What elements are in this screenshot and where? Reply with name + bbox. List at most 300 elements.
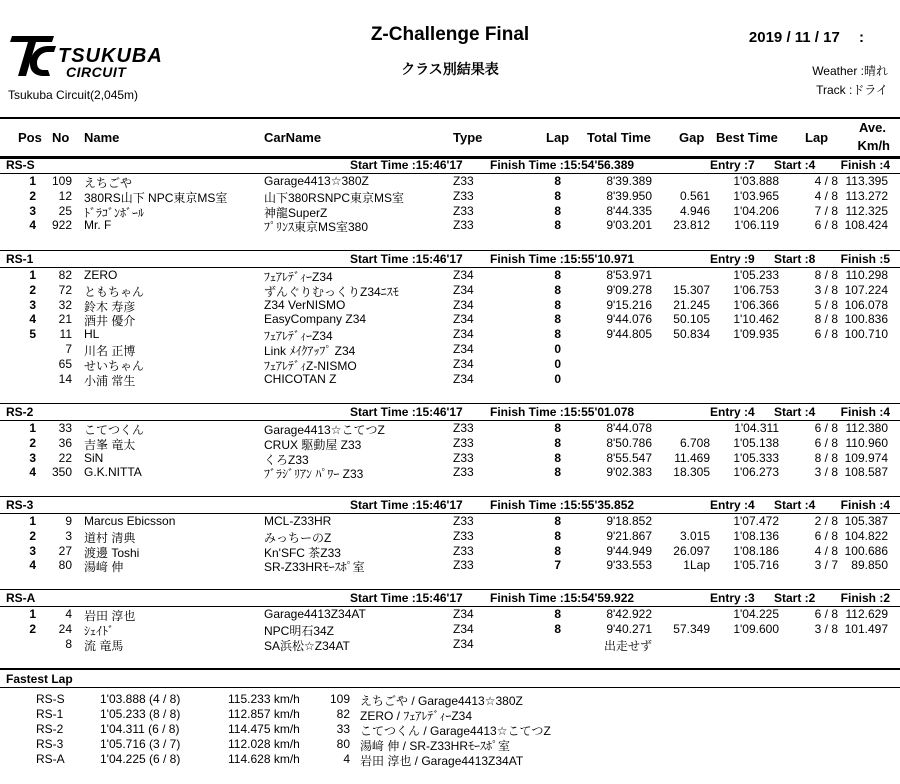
cell-name: SiN [84,450,104,465]
result-row [0,622,900,637]
cell-carname: 山下380RSNPC東京MS室 [264,190,405,205]
cell-type: Z34 [453,607,474,621]
cell-lap: 8 [554,327,561,342]
cell-no: 36 [58,435,72,450]
cell-total-time: 8'53.971 [606,268,652,282]
entry-count: Entry :9 [710,252,755,266]
cell-best-time: 1'05.138 [733,435,779,450]
start-count: Start :4 [774,498,816,512]
cell-best-time: 1'04.311 [734,421,779,435]
cell-pos: 4 [29,465,36,480]
cell-type: Z33 [453,450,474,465]
fastest-lap-bar [0,668,900,688]
cell-carname: NPC明石34Z [264,623,335,638]
cell-carname: Garage4413☆380Z [264,174,369,188]
cell-total-time: 8'44.078 [606,421,652,435]
cell-type: Z33 [453,203,474,218]
cell-no: 33 [58,421,72,435]
finish-count: Finish :2 [840,591,890,605]
cell-pos: 2 [29,435,36,450]
cell-gap: 50.834 [673,327,710,342]
result-row [0,268,900,283]
cell-lap: 8 [554,421,561,435]
cell-total-time: 8'42.922 [606,607,652,621]
cell-ave-speed: 112.325 [845,203,888,218]
tc-logo-icon [8,30,58,80]
cell-ave-speed: 100.836 [844,312,888,327]
class-name: RS-S [6,158,35,172]
fastest-lap-row [0,707,900,722]
start-count: Start :2 [774,591,816,605]
result-row [0,283,900,298]
cell-gap: 0.561 [679,188,710,203]
cell-best-time: 1'03.888 [733,174,779,188]
cell-pos: 5 [29,327,36,342]
cell-name: 湯﨑 伸 [84,560,124,575]
cell-carname: みっちーのZ [264,530,332,545]
cell-no: 82 [58,268,72,282]
cell-lap: 8 [554,218,561,233]
fl-class: RS-3 [36,737,64,751]
cell-best-time: 1'06.273 [733,465,779,480]
cell-pos: 1 [29,607,36,621]
cell-lap: 8 [554,450,561,465]
finish-count: Finish :5 [840,252,890,266]
col-no: No [52,130,70,145]
fl-driver-car: 湯﨑 伸 / SR-Z33HRﾓｰｽﾎﾟ室 [360,739,511,753]
start-count: Start :4 [774,405,816,419]
tsukuba-circuit-logo [8,30,208,82]
start-time: Start Time :15:46'17 [350,252,463,266]
fl-time: 1'05.233 (8 / 8) [100,707,181,721]
cell-name: 流 竜馬 [84,638,124,653]
event-date: 2019 / 11 / 17 : [748,29,864,46]
results-column-header [0,117,900,159]
cell-best-lap: 8 / 8 [814,312,838,327]
cell-carname: CHICOTAN Z [264,371,337,386]
finish-count: Finish :4 [840,405,890,419]
logo-text-tsukuba: TSUKUBA [58,45,163,67]
cell-type: Z33 [453,188,474,203]
cell-ave-speed: 112.629 [845,607,888,621]
cell-lap: 0 [554,342,561,356]
cell-type: Z33 [453,421,474,435]
cell-best-time: 1'04.206 [733,203,779,218]
cell-pos: 3 [29,203,36,218]
class-name: RS-1 [6,252,34,266]
cell-name: えちごや [84,176,133,190]
cell-name: 小浦 常生 [84,373,136,388]
cell-gap: 21.245 [673,297,710,312]
cell-gap: 26.097 [673,543,710,558]
cell-ave-speed: 105.387 [844,514,888,528]
cell-no: 11 [59,327,72,342]
cell-type: Z34 [453,342,474,356]
cell-ave-speed: 113.395 [845,174,888,188]
fastest-lap-title: Fastest Lap [6,672,73,686]
logo-text-circuit: CIRCUIT [66,64,127,80]
cell-no: 27 [58,543,72,558]
cell-carname: Garage4413☆こてつZ [264,423,385,437]
fl-no: 4 [343,752,350,766]
col-pos: Pos [18,130,42,145]
cell-name: ﾄﾞﾗｺﾞﾝﾎﾞｰﾙ [84,205,145,220]
finish-time: Finish Time :15:54'59.922 [490,591,635,605]
cell-total-time: 9'18.852 [606,514,652,528]
cell-carname: くろZ33 [264,452,309,467]
cell-best-lap: 2 / 8 [814,514,838,528]
cell-carname: Link ﾒｲｸｱｯﾌﾟ Z34 [264,344,356,358]
fl-no: 33 [336,722,350,736]
cell-pos: 1 [29,174,36,188]
circuit-name: Tsukuba Circuit(2,045m) [8,88,139,102]
cell-best-time: 1'09.600 [733,621,779,636]
cell-no: 14 [58,371,72,386]
cell-name: 道村 清典 [84,530,136,545]
cell-pos: 3 [29,297,36,312]
cell-best-lap: 6 / 8 [814,528,838,543]
result-row [0,357,900,372]
cell-type: Z33 [453,543,474,558]
fastest-lap-row [0,752,900,767]
cell-total-time: 9'44.076 [606,312,652,327]
cell-pos: 4 [29,558,36,573]
col-best-time: Best Time [716,130,778,145]
cell-no: 80 [58,558,72,573]
cell-best-lap: 4 / 8 [814,174,838,188]
cell-type: Z33 [453,514,474,528]
cell-no: 350 [51,465,72,480]
finish-time: Finish Time :15:55'01.078 [490,405,635,419]
cell-no: 65 [58,356,72,371]
cell-name: 酒井 優介 [84,314,136,329]
cell-gap: 1Lap [683,558,710,573]
page-title: Z-Challenge Final [370,24,530,45]
cell-no: 25 [58,203,72,218]
result-row [0,637,900,652]
cell-pos: 1 [29,514,36,528]
cell-total-time: 8'39.389 [606,174,652,188]
cell-ave-speed: 112.380 [845,421,888,435]
cell-best-lap: 6 / 8 [814,607,838,621]
class-name: RS-2 [6,405,34,419]
cell-total-time: 9'44.949 [606,543,652,558]
cell-name: ｼｪｲﾄﾞ [84,623,115,638]
cell-total-time: 9'02.383 [606,465,652,480]
cell-name: Mr. F [84,218,112,233]
cell-lap: 8 [554,465,561,480]
cell-total-time: 8'55.547 [606,450,652,465]
cell-best-lap: 3 / 8 [814,465,838,480]
result-row [0,451,900,466]
cell-name: こてつくん [84,423,145,437]
cell-pos: 1 [29,268,36,282]
start-time: Start Time :15:46'17 [350,158,463,172]
cell-type: Z34 [453,282,474,297]
cell-ave-speed: 108.424 [844,218,888,233]
result-row [0,174,900,189]
cell-no: 4 [65,607,72,621]
cell-gap: 4.946 [679,203,710,218]
cell-lap: 8 [554,297,561,312]
cell-best-lap: 6 / 8 [814,218,838,233]
cell-best-lap: 5 / 8 [814,297,838,312]
cell-no: 3 [65,528,72,543]
cell-carname: ﾌｪｱﾚﾃﾞｨZ-NISMO [264,358,357,373]
result-row [0,514,900,529]
cell-best-time: 1'06.119 [734,218,779,233]
cell-lap: 8 [554,203,561,218]
class-header-bar [0,403,900,421]
fl-time: 1'04.225 (6 / 8) [100,752,181,766]
col-ave: Ave. [859,120,886,135]
cell-best-time: 1'05.716 [733,558,779,573]
cell-carname: ﾌｪｱﾚﾃﾞｨｰZ34 [264,329,333,344]
cell-no: 32 [58,297,72,312]
cell-pos: 4 [29,218,36,233]
cell-ave-speed: 106.078 [844,297,888,312]
track-info: Track :ドライ [816,83,888,97]
cell-pos: 1 [29,421,36,435]
class-name: RS-3 [6,498,34,512]
result-row [0,218,900,233]
fl-time: 1'04.311 (6 / 8) [100,722,180,736]
start-time: Start Time :15:46'17 [350,591,463,605]
cell-lap: 0 [554,356,561,371]
cell-type: Z34 [453,636,474,651]
cell-carname: EasyCompany Z34 [264,312,367,327]
fl-no: 82 [336,707,350,721]
col-kmh: Km/h [857,138,890,153]
cell-best-lap: 3 / 8 [814,282,838,297]
cell-total-time: 8'44.335 [606,203,652,218]
cell-carname: 神龍SuperZ [264,205,328,220]
cell-lap: 8 [554,514,561,528]
cell-best-lap: 3 / 8 [814,621,838,636]
cell-type: Z34 [453,268,474,282]
cell-ave-speed: 100.710 [844,327,888,342]
result-row [0,607,900,622]
fl-driver-car: 岩田 淳也 / Garage4413Z34AT [360,754,524,768]
fl-no: 109 [329,692,350,706]
cell-best-time: 1'10.462 [733,312,779,327]
cell-best-time: 1'03.965 [733,188,779,203]
cell-no: 12 [58,188,72,203]
cell-best-time: 1'05.333 [733,450,779,465]
cell-best-lap: 4 / 8 [814,543,838,558]
cell-type: Z33 [453,218,474,233]
cell-pos: 4 [29,312,36,327]
cell-name: 鈴木 寿彦 [84,299,136,314]
cell-lap: 8 [554,528,561,543]
cell-no: 21 [58,312,72,327]
cell-lap: 8 [554,174,561,188]
cell-no: 22 [58,450,72,465]
cell-best-time: 1'09.935 [733,327,779,342]
weather-info: Weather :晴れ [812,64,888,78]
cell-type: Z34 [453,621,474,636]
cell-type: Z34 [453,312,474,327]
cell-name: HL [84,327,100,342]
cell-carname: MCL-Z33HR [264,514,332,528]
cell-lap: 7 [554,558,561,573]
cell-no: 24 [58,621,72,636]
cell-type: Z34 [453,371,474,386]
cell-gap: 18.305 [673,465,710,480]
entry-count: Entry :7 [710,158,755,172]
cell-carname: SA浜松☆Z34AT [264,638,350,653]
cell-best-lap: 7 / 8 [814,203,838,218]
col-type: Type [453,130,483,145]
cell-lap: 8 [554,188,561,203]
entry-count: Entry :4 [710,405,755,419]
finish-count: Finish :4 [840,158,890,172]
result-row [0,465,900,480]
cell-ave-speed: 110.960 [845,435,888,450]
cell-lap: 8 [554,282,561,297]
cell-pos: 2 [29,282,36,297]
cell-name: Marcus Ebicsson [84,514,176,528]
cell-carname: CRUX 駆動屋 Z33 [264,437,362,452]
cell-carname: SR-Z33HRﾓｰｽﾎﾟ室 [264,560,365,575]
cell-carname: ﾌｪｱﾚﾃﾞｨｰZ34 [264,270,333,284]
cell-total-time: 8'39.950 [606,188,652,203]
cell-lap: 8 [554,543,561,558]
cell-lap: 8 [554,607,561,621]
cell-name: G.K.NITTA [84,465,142,480]
cell-gap: 3.015 [679,528,710,543]
class-header-bar [0,496,900,514]
fl-speed: 112.028 km/h [228,737,300,751]
fl-driver-car: こてつくん / Garage4413☆こてつZ [360,724,551,738]
fl-class: RS-1 [36,707,64,721]
fl-speed: 114.628 km/h [228,752,300,766]
cell-no: 9 [65,514,72,528]
cell-best-lap: 8 / 8 [814,268,838,282]
cell-best-lap: 8 / 8 [814,450,838,465]
cell-best-time: 1'08.186 [733,543,779,558]
entry-count: Entry :3 [710,591,755,605]
start-time: Start Time :15:46'17 [350,498,463,512]
cell-ave-speed: 107.224 [844,282,888,297]
fastest-lap-row [0,737,900,752]
cell-name: 岩田 淳也 [84,609,136,623]
cell-type: Z33 [453,465,474,480]
col-total-time: Total Time [587,130,651,145]
col-best-lap: Lap [805,130,829,145]
finish-count: Finish :4 [840,498,890,512]
cell-lap: 0 [554,371,561,386]
cell-best-lap: 3 / 7 [814,558,838,573]
col-name: Name [84,130,120,145]
col-gap: Gap [679,130,705,145]
cell-total-time: 9'03.201 [606,218,652,233]
result-row [0,558,900,573]
cell-ave-speed: 113.272 [845,188,888,203]
cell-name: 吉峯 竜太 [84,437,136,452]
cell-type: Z33 [453,174,474,188]
cell-gap: 15.307 [673,282,710,297]
result-row [0,529,900,544]
result-row [0,189,900,204]
fl-class: RS-S [36,692,65,706]
cell-gap: 57.349 [673,621,710,636]
result-row [0,204,900,219]
finish-time: Finish Time :15:54'56.389 [490,158,635,172]
result-row [0,327,900,342]
cell-best-time: 1'08.136 [733,528,779,543]
cell-type: Z33 [453,528,474,543]
cell-no: 72 [58,282,72,297]
cell-total-time: 9'40.271 [606,621,652,636]
cell-name: ZERO [84,268,118,282]
cell-carname: ﾌﾞﾗｼﾞﾘｱﾝ ﾊﾟﾜｰ Z33 [264,467,364,482]
cell-no: 109 [51,174,72,188]
cell-total-time: 9'33.553 [606,558,652,573]
result-row [0,298,900,313]
cell-name: 川名 正博 [84,344,136,358]
cell-ave-speed: 109.974 [844,450,888,465]
entry-count: Entry :4 [710,498,755,512]
cell-no: 922 [51,218,72,233]
finish-time: Finish Time :15:55'35.852 [490,498,635,512]
cell-name: せいちゃん [84,358,145,373]
result-row [0,342,900,357]
cell-best-lap: 4 / 8 [814,188,838,203]
cell-total-time: 出走せず [603,638,652,653]
cell-type: Z33 [453,558,474,573]
start-time: Start Time :15:46'17 [350,405,463,419]
cell-best-lap: 6 / 8 [814,421,838,435]
cell-ave-speed: 100.686 [844,543,888,558]
cell-carname: Kn'SFC 茶Z33 [264,545,341,560]
cell-type: Z33 [453,435,474,450]
fl-class: RS-2 [36,722,64,736]
start-count: Start :8 [774,252,816,266]
cell-total-time: 9'44.805 [606,327,652,342]
start-count: Start :4 [774,158,816,172]
cell-best-time: 1'07.472 [733,514,779,528]
cell-carname: Garage4413Z34AT [264,607,366,621]
cell-lap: 8 [554,312,561,327]
fl-speed: 115.233 km/h [228,692,300,706]
cell-carname: Z34 VerNISMO [264,297,346,312]
cell-name: ともちゃん [84,284,145,299]
cell-pos: 2 [29,528,36,543]
cell-ave-speed: 110.298 [845,268,888,282]
cell-total-time: 9'15.216 [606,297,652,312]
result-row [0,436,900,451]
cell-gap: 23.812 [673,218,710,233]
cell-lap: 8 [554,268,561,282]
col-lap: Lap [546,130,570,145]
cell-lap: 8 [554,621,561,636]
cell-no: 7 [65,342,72,356]
fl-speed: 112.857 km/h [228,707,300,721]
cell-best-lap: 6 / 8 [814,435,838,450]
cell-carname: ﾌﾟﾘﾝｽ東京MS室380 [264,220,369,235]
cell-no: 8 [65,636,72,651]
cell-gap: 50.105 [673,312,710,327]
fl-speed: 114.475 km/h [228,722,300,736]
fl-time: 1'05.716 (3 / 7) [100,737,181,751]
result-row [0,372,900,387]
cell-ave-speed: 101.497 [844,621,888,636]
fl-no: 80 [336,737,350,751]
finish-time: Finish Time :15:55'10.971 [490,252,635,266]
class-header-bar [0,156,900,174]
cell-pos: 3 [29,543,36,558]
